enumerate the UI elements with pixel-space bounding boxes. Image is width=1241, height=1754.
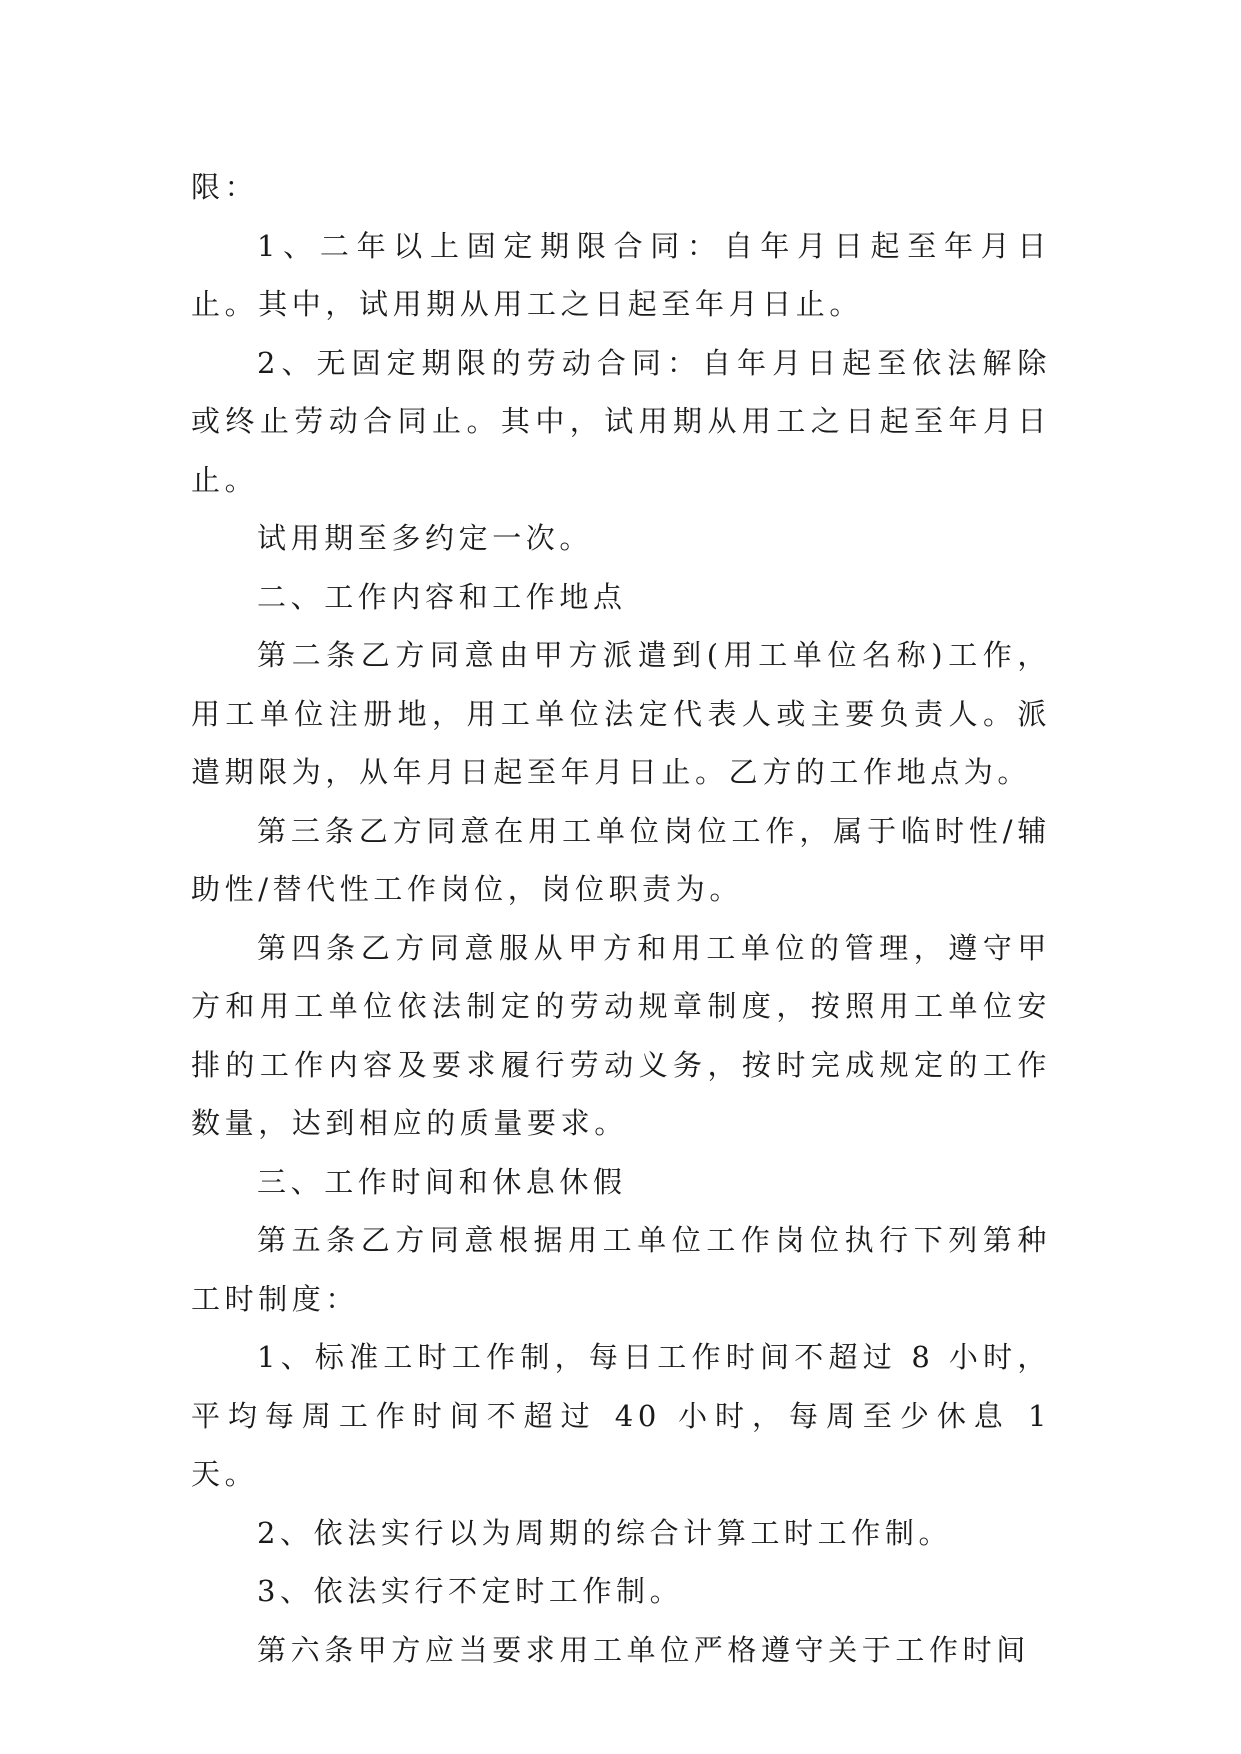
paragraph-comprehensive-hours: 2、依法实行以为周期的综合计算工时工作制。 <box>257 1515 953 1550</box>
paragraph-article-5: 第五条乙方同意根据用工单位工作岗位执行下列第种工时制度： <box>191 1223 1051 1316</box>
paragraph-open-ended-contract: 2、无固定期限的劳动合同：自年月日起至依法解除或终止劳动合同止。其中，试用期从用工之日起至年月日止。 <box>191 345 1051 497</box>
paragraph-probation-once: 试用期至多约定一次。 <box>257 521 594 555</box>
paragraph-flexible-hours: 3、依法实行不定时工作制。 <box>257 1574 684 1608</box>
paragraph-article-3: 第三条乙方同意在用工单位岗位工作，属于临时性/辅助性/替代性工作岗位，岗位职责为。 <box>191 813 1051 906</box>
section-heading-working-hours: 三、工作时间和休息休假 <box>257 1164 627 1199</box>
paragraph-article-4: 第四条乙方同意服从甲方和用工单位的管理，遵守甲方和用工单位依法制定的劳动规章制度，按照用工单位安排的工作内容及要求履行劳动义务，按时完成规定的工作数量，达到相应的质量要求。 <box>191 930 1051 1140</box>
paragraph-article-2: 第二条乙方同意由甲方派遣到(用工单位名称)工作，用工单位注册地，用工单位法定代表人或主要负责人。派遣期限为，从年月日起至年月日止。乙方的工作地点为。 <box>191 638 1051 789</box>
paragraph-article-6: 第六条甲方应当要求用工单位严格遵守关于工作时间 <box>257 1632 1030 1667</box>
paragraph-standard-hours: 1、标准工时工作制，每日工作时间不超过 8 小时，平均每周工作时间不超过 40 小时，每周至少休息 1 天。 <box>191 1340 1051 1491</box>
paragraph-fixed-term-contract: 1、二年以上固定期限合同：自年月日起至年月日止。其中，试用期从用工之日起至年月日止。 <box>191 228 1051 321</box>
document-body <box>191 158 1051 1679</box>
paragraph-continuation: 限： <box>191 170 259 204</box>
section-heading-work-content: 二、工作内容和工作地点 <box>257 579 627 614</box>
